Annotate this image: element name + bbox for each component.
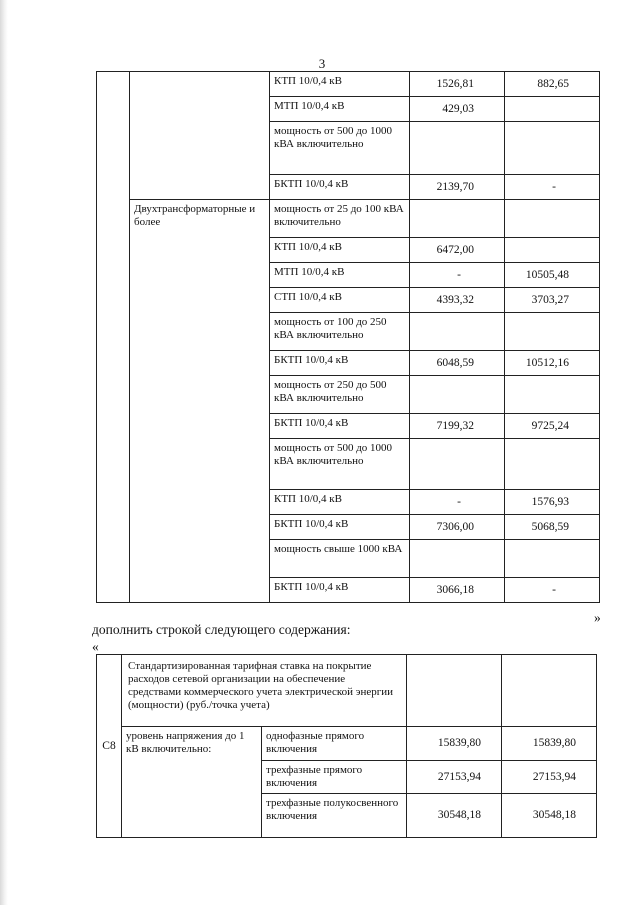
row-value-1 [410, 439, 505, 490]
row-value-2: 3703,27 [505, 288, 600, 313]
meter-type-label: однофазные прямого включения [262, 727, 407, 761]
row-value-2: 10505,48 [505, 263, 600, 288]
meter-type-label: трехфазные прямого включения [262, 761, 407, 794]
row-value-1: - [410, 490, 505, 515]
row-value-2 [505, 238, 600, 263]
row-value-2: 1576,93 [505, 490, 600, 515]
row-label: КТП 10/0,4 кВ [270, 72, 410, 97]
row-value-1: 4393,32 [410, 288, 505, 313]
row-label: СТП 10/0,4 кВ [270, 288, 410, 313]
row-value-2 [505, 376, 600, 414]
c8-title-value-1 [407, 655, 502, 727]
closing-quote: » [594, 610, 601, 625]
row-label: БКТП 10/0,4 кВ [270, 351, 410, 376]
page-number: 3 [318, 56, 326, 71]
row-value-1: 6472,00 [410, 238, 505, 263]
row-value-2: - [505, 175, 600, 200]
row-label: мощность от 25 до 100 кВА включительно [270, 200, 410, 238]
row-label: мощность от 250 до 500 кВА включительно [270, 376, 410, 414]
row-label: БКТП 10/0,4 кВ [270, 578, 410, 603]
row-label: мощность свыше 1000 кВА [270, 540, 410, 578]
row-value-2 [505, 540, 600, 578]
meter-value-2: 15839,80 [502, 727, 597, 761]
row-code: С8 [97, 655, 122, 838]
row-value-1 [410, 313, 505, 351]
code-column [97, 72, 130, 603]
group-cell-two-or-more: Двухтрансформаторные и более [130, 200, 270, 603]
row-value-1: 7199,32 [410, 414, 505, 439]
row-value-1 [410, 376, 505, 414]
row-value-2 [505, 313, 600, 351]
group-cell-single [130, 72, 270, 200]
row-value-1: 429,03 [410, 97, 505, 122]
row-label: БКТП 10/0,4 кВ [270, 175, 410, 200]
row-value-2: 9725,24 [505, 414, 600, 439]
row-value-2 [505, 122, 600, 175]
row-label: КТП 10/0,4 кВ [270, 238, 410, 263]
row-value-2: 882,65 [505, 72, 600, 97]
row-label: БКТП 10/0,4 кВ [270, 414, 410, 439]
row-label: мощность от 500 до 1000 кВА включительно [270, 439, 410, 490]
meter-value-2: 30548,18 [502, 794, 597, 838]
c8-title-value-2 [502, 655, 597, 727]
row-value-1: - [410, 263, 505, 288]
row-label: мощность от 500 до 1000 кВА включительно [270, 122, 410, 175]
row-value-2 [505, 439, 600, 490]
row-value-2 [505, 200, 600, 238]
meter-value-2: 27153,94 [502, 761, 597, 794]
row-value-1: 6048,59 [410, 351, 505, 376]
tariff-table-c8 [96, 654, 597, 838]
voltage-level: уровень напряжения до 1 кВ включительно: [122, 727, 262, 838]
tariff-table-continued [96, 71, 600, 603]
meter-value-1: 15839,80 [407, 727, 502, 761]
row-value-2: - [505, 578, 600, 603]
scan-edge-shadow [0, 0, 8, 905]
row-label: мощность от 100 до 250 кВА включительно [270, 313, 410, 351]
row-value-1: 2139,70 [410, 175, 505, 200]
row-label: МТП 10/0,4 кВ [270, 97, 410, 122]
opening-quote: « [92, 639, 99, 654]
row-label: БКТП 10/0,4 кВ [270, 515, 410, 540]
meter-value-1: 30548,18 [407, 794, 502, 838]
row-value-2: 10512,16 [505, 351, 600, 376]
row-label: МТП 10/0,4 кВ [270, 263, 410, 288]
meter-type-label: трехфазные полукосвенного включения [262, 794, 407, 838]
supplement-text: дополнить строкой следующего содержания: [92, 622, 351, 637]
row-value-1 [410, 200, 505, 238]
row-value-1 [410, 122, 505, 175]
row-value-1: 3066,18 [410, 578, 505, 603]
row-value-1: 7306,00 [410, 515, 505, 540]
row-value-2 [505, 97, 600, 122]
row-value-2: 5068,59 [505, 515, 600, 540]
c8-title: Стандартизированная тарифная ставка на покрытие расходов сетевой организации на обеспечение средствами коммерческого учета электрической энергии (мощности) (руб./точка учета) [122, 655, 407, 727]
row-label: КТП 10/0,4 кВ [270, 490, 410, 515]
meter-value-1: 27153,94 [407, 761, 502, 794]
row-value-1: 1526,81 [410, 72, 505, 97]
row-value-1 [410, 540, 505, 578]
